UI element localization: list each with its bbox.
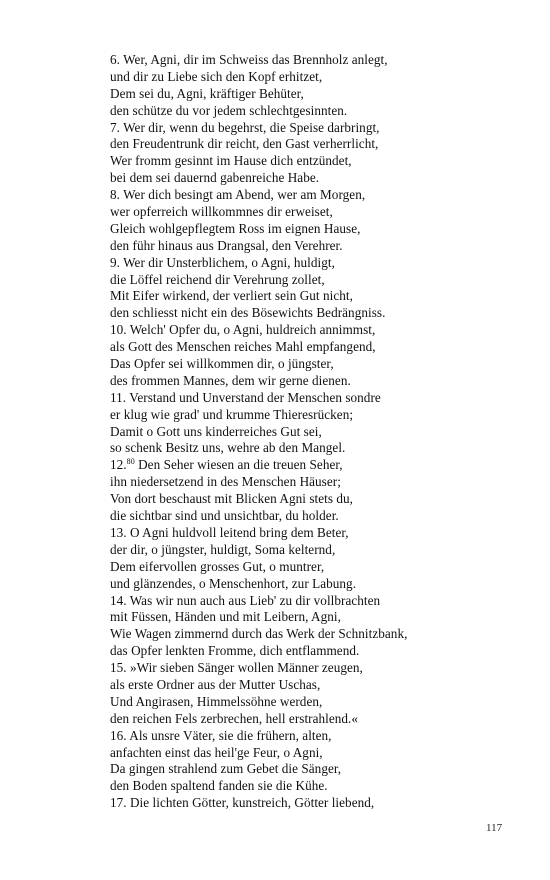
text-line: bei dem sei dauernd gabenreiche Habe. [110, 170, 320, 186]
text-line: Das Opfer sei willkommen dir, o jüngster, [110, 356, 334, 372]
text-line: den Freudentrunk dir reicht, den Gast verherrlicht, [110, 136, 379, 152]
text-line: 8. Wer dich besingt am Abend, wer am Morgen, [110, 187, 366, 203]
text-line: 13. O Agni huldvoll leitend bring dem Beter, [110, 524, 349, 540]
verse-text [110, 52, 450, 812]
text-line: Wer fromm gesinnt im Hause dich entzündet, [110, 153, 352, 169]
text-line: die sichtbar sind und unsichtbar, du holder. [110, 508, 339, 524]
text-line: 11. Verstand und Unverstand der Menschen sondre [110, 389, 381, 405]
text-line: 15. »Wir sieben Sänger wollen Männer zeugen, [110, 660, 363, 676]
text-line: 10. Welch' Opfer du, o Agni, huldreich annimmst, [110, 322, 376, 338]
text-line: 7. Wer dir, wenn du begehrst, die Speise darbringt, [110, 119, 380, 135]
text-line: 17. Die lichten Götter, kunstreich, Götter liebend, [110, 795, 375, 811]
text-line-with-footnote [110, 457, 450, 474]
text-line: den reichen Fels zerbrechen, hell erstrahlend.« [110, 710, 359, 726]
text-line: und dir zu Liebe sich den Kopf erhitzet, [110, 68, 323, 84]
text-line: wer opferreich willkommnes dir erweiset, [110, 204, 333, 220]
text-line: den schütze du vor jedem schlechtgesinnten. [110, 102, 348, 118]
text-line: 16. Als unsre Väter, sie die frühern, alten, [110, 727, 332, 743]
text-line: und glänzendes, o Menschenhort, zur Labung. [110, 575, 357, 591]
text-line: 14. Was wir nun auch aus Lieb' zu dir vollbrachten [110, 592, 381, 608]
text-line: Von dort beschaust mit Blicken Agni stets du, [110, 491, 354, 507]
text-line: der dir, o jüngster, huldigt, Soma kelternd, [110, 541, 336, 557]
text-line: Da gingen strahlend zum Gebet die Sänger, [110, 761, 342, 777]
text-line: als erste Ordner aus der Mutter Uschas, [110, 676, 321, 692]
text-line: Damit o Gott uns kinderreiches Gut sei, [110, 423, 322, 439]
text-line: Wie Wagen zimmernd durch das Werk der Schnitzbank, [110, 626, 408, 642]
text-line: Und Angirasen, Himmelssöhne werden, [110, 693, 323, 709]
text-line: Dem sei du, Agni, kräftiger Behüter, [110, 85, 304, 101]
text-line: ihn niedersetzend in des Menschen Häuser; [110, 474, 341, 490]
text-line: so schenk Besitz uns, wehre ab den Mangel. [110, 440, 346, 456]
text-line: den führ hinaus aus Drangsal, den Verehrer. [110, 237, 343, 253]
text-line: den schliesst nicht ein des Bösewichts Bedrängniss. [110, 305, 386, 321]
line-text: Den Seher wiesen an die treuen Seher, [134, 457, 343, 473]
text-line: er klug wie grad' und krumme Thieresrücken; [110, 406, 354, 422]
text-line: Mit Eifer wirkend, der verliert sein Gut nicht, [110, 288, 353, 304]
text-line: das Opfer lenkten Fromme, dich entflammend. [110, 643, 360, 659]
text-line: mit Füssen, Händen und mit Leibern, Agni, [110, 609, 341, 625]
text-line: 6. Wer, Agni, dir im Schweiss das Brennholz anlegt, [110, 52, 388, 67]
text-line: Gleich wohlgepflegtem Ross im eignen Hause, [110, 220, 361, 236]
text-line: 9. Wer dir Unsterblichem, o Agni, huldigt, [110, 254, 335, 270]
text-line: die Löffel reichend dir Verehrung zollet, [110, 271, 325, 287]
footnote-reference[interactable]: 80 [126, 457, 135, 467]
text-line: als Gott des Menschen reiches Mahl empfangend, [110, 339, 376, 355]
verse-number: 12. [110, 457, 127, 473]
text-line: anfachten einst das heil'ge Feur, o Agni, [110, 744, 323, 760]
page-number: 117 [486, 822, 503, 834]
text-line: Dem eifervollen grosses Gut, o muntrer, [110, 558, 325, 574]
text-line: den Boden spaltend fanden sie die Kühe. [110, 778, 328, 794]
text-line: des frommen Mannes, dem wir gerne dienen. [110, 372, 351, 388]
